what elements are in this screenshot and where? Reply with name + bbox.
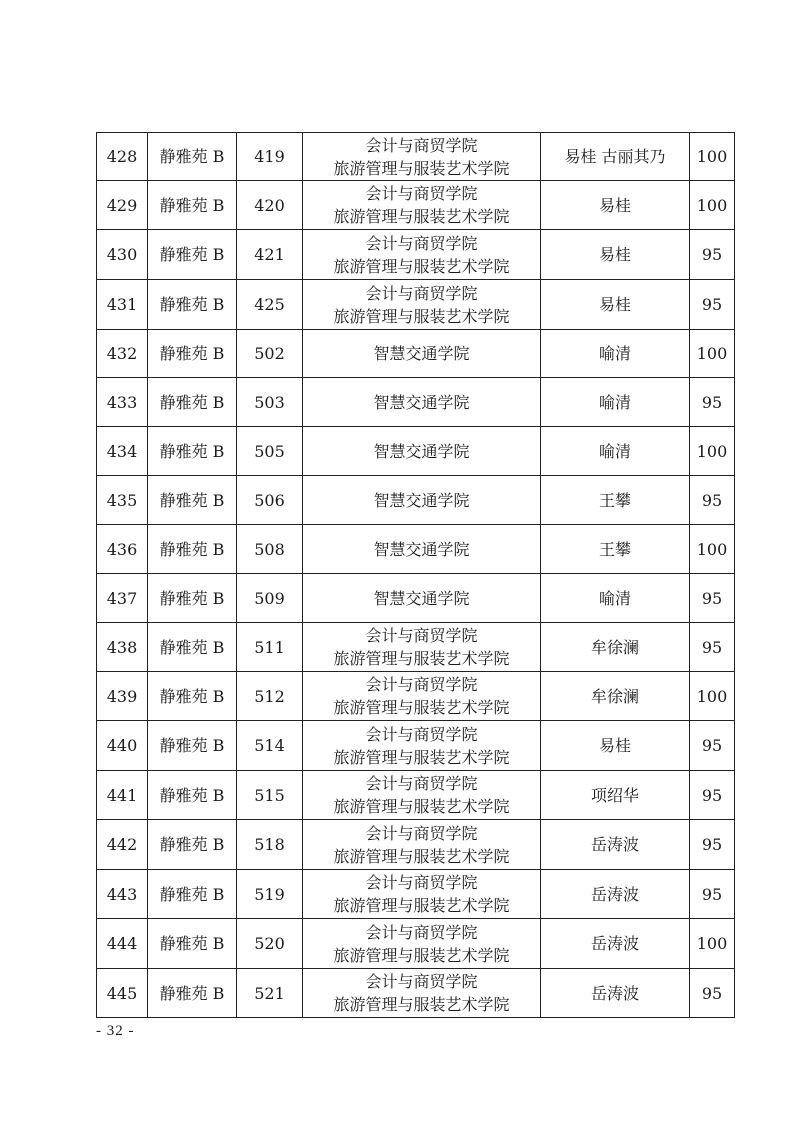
table-row — [97, 378, 735, 427]
college-cell — [303, 230, 541, 280]
row-number-cell: 435 — [97, 476, 148, 525]
row-number-cell: 428 — [97, 133, 148, 181]
row-number-cell: 443 — [97, 870, 148, 919]
college-name: 旅游管理与服装艺术学院 — [333, 846, 510, 866]
inspector-cell: 喻清 — [541, 574, 690, 623]
room-cell: 506 — [237, 476, 303, 525]
table-row — [97, 672, 735, 721]
college-cell — [303, 280, 541, 330]
college-cell — [303, 721, 541, 771]
building-cell: 静雅苑 B — [148, 378, 237, 427]
building-cell: 静雅苑 B — [148, 330, 237, 378]
college-name: 旅游管理与服装艺术学院 — [333, 896, 510, 915]
college-name: 旅游管理与服装艺术学院 — [333, 747, 510, 767]
college-name: 智慧交通学院 — [373, 441, 470, 461]
building-cell: 静雅苑 B — [148, 280, 237, 330]
college-name: 智慧交通学院 — [373, 490, 470, 510]
room-cell: 511 — [237, 623, 303, 672]
room-cell: 515 — [237, 771, 303, 820]
inspector-cell: 岳涛波 — [541, 820, 690, 870]
college-name: 旅游管理与服装艺术学院 — [333, 207, 510, 226]
row-number-cell: 438 — [97, 623, 148, 672]
inspector-cell: 岳涛波 — [541, 969, 690, 1018]
college-name: 会计与商贸学院 — [365, 233, 478, 253]
table-row — [97, 330, 735, 378]
college-cell — [303, 820, 541, 870]
room-cell: 505 — [237, 427, 303, 476]
table-row — [97, 721, 735, 771]
college-name: 会计与商贸学院 — [365, 823, 478, 843]
table-row — [97, 133, 735, 181]
table-row — [97, 969, 735, 1018]
building-cell: 静雅苑 B — [148, 525, 237, 574]
table-row — [97, 820, 735, 870]
table-row — [97, 280, 735, 330]
college-cell — [303, 919, 541, 969]
building-cell: 静雅苑 B — [148, 969, 237, 1018]
college-cell — [303, 378, 541, 427]
score-cell: 100 — [690, 330, 735, 378]
building-cell: 静雅苑 B — [148, 476, 237, 525]
college-name: 智慧交通学院 — [373, 539, 470, 559]
college-cell — [303, 969, 541, 1018]
table-row — [97, 771, 735, 820]
score-cell: 100 — [690, 181, 735, 230]
row-number-cell: 444 — [97, 919, 148, 969]
table-row — [97, 427, 735, 476]
row-number-cell: 433 — [97, 378, 148, 427]
college-cell — [303, 771, 541, 820]
college-name: 会计与商贸学院 — [365, 724, 478, 744]
score-cell: 95 — [690, 280, 735, 330]
room-cell: 508 — [237, 525, 303, 574]
score-cell: 95 — [690, 969, 735, 1018]
score-cell: 95 — [690, 820, 735, 870]
building-cell: 静雅苑 B — [148, 427, 237, 476]
room-cell: 503 — [237, 378, 303, 427]
college-cell — [303, 476, 541, 525]
college-cell — [303, 870, 541, 919]
room-cell: 420 — [237, 181, 303, 230]
room-cell: 519 — [237, 870, 303, 919]
score-cell: 100 — [690, 525, 735, 574]
dormitory-score-table — [96, 132, 735, 1018]
college-cell — [303, 427, 541, 476]
row-number-cell: 440 — [97, 721, 148, 771]
inspector-cell: 牟徐澜 — [541, 672, 690, 721]
building-cell: 静雅苑 B — [148, 133, 237, 181]
room-cell: 419 — [237, 133, 303, 181]
college-name: 会计与商贸学院 — [365, 922, 478, 942]
room-cell: 518 — [237, 820, 303, 870]
college-cell — [303, 181, 541, 230]
score-cell: 100 — [690, 133, 735, 181]
row-number-cell: 437 — [97, 574, 148, 623]
row-number-cell: 439 — [97, 672, 148, 721]
inspector-cell: 易桂 — [541, 280, 690, 330]
row-number-cell: 431 — [97, 280, 148, 330]
college-name: 会计与商贸学院 — [365, 184, 478, 203]
room-cell: 514 — [237, 721, 303, 771]
row-number-cell: 430 — [97, 230, 148, 280]
inspector-cell: 喻清 — [541, 378, 690, 427]
building-cell: 静雅苑 B — [148, 230, 237, 280]
college-name: 智慧交通学院 — [373, 392, 470, 412]
college-cell — [303, 623, 541, 672]
inspector-cell: 易桂 古丽其乃 — [541, 133, 690, 181]
score-cell: 95 — [690, 771, 735, 820]
room-cell: 512 — [237, 672, 303, 721]
inspector-cell: 易桂 — [541, 230, 690, 280]
college-name: 会计与商贸学院 — [365, 675, 478, 694]
room-cell: 425 — [237, 280, 303, 330]
table-row — [97, 525, 735, 574]
college-name: 会计与商贸学院 — [365, 972, 478, 991]
score-cell: 100 — [690, 672, 735, 721]
college-name: 智慧交通学院 — [373, 344, 470, 363]
score-cell: 95 — [690, 870, 735, 919]
room-cell: 521 — [237, 969, 303, 1018]
inspector-cell: 喻清 — [541, 427, 690, 476]
inspector-cell: 牟徐澜 — [541, 623, 690, 672]
score-cell: 95 — [690, 721, 735, 771]
inspector-cell: 王攀 — [541, 476, 690, 525]
college-name: 智慧交通学院 — [373, 588, 470, 608]
building-cell: 静雅苑 B — [148, 870, 237, 919]
table-row — [97, 574, 735, 623]
row-number-cell: 441 — [97, 771, 148, 820]
college-name: 旅游管理与服装艺术学院 — [333, 158, 510, 178]
row-number-cell: 445 — [97, 969, 148, 1018]
row-number-cell: 432 — [97, 330, 148, 378]
table-row — [97, 181, 735, 230]
score-cell: 95 — [690, 230, 735, 280]
inspector-cell: 易桂 — [541, 721, 690, 771]
table-row — [97, 230, 735, 280]
page-number: - 32 - — [96, 1023, 135, 1039]
room-cell: 421 — [237, 230, 303, 280]
table-row — [97, 476, 735, 525]
table-row — [97, 870, 735, 919]
room-cell: 502 — [237, 330, 303, 378]
row-number-cell: 429 — [97, 181, 148, 230]
score-cell: 95 — [690, 378, 735, 427]
row-number-cell: 436 — [97, 525, 148, 574]
college-name: 旅游管理与服装艺术学院 — [333, 797, 510, 816]
building-cell: 静雅苑 B — [148, 672, 237, 721]
building-cell: 静雅苑 B — [148, 623, 237, 672]
row-number-cell: 442 — [97, 820, 148, 870]
building-cell: 静雅苑 B — [148, 721, 237, 771]
row-number-cell: 434 — [97, 427, 148, 476]
college-name: 旅游管理与服装艺术学院 — [333, 649, 510, 668]
college-name: 会计与商贸学院 — [365, 135, 478, 155]
inspector-cell: 易桂 — [541, 181, 690, 230]
building-cell: 静雅苑 B — [148, 919, 237, 969]
college-name: 旅游管理与服装艺术学院 — [333, 698, 510, 717]
college-cell — [303, 672, 541, 721]
college-name: 旅游管理与服装艺术学院 — [333, 995, 510, 1014]
table-row — [97, 919, 735, 969]
building-cell: 静雅苑 B — [148, 181, 237, 230]
inspector-cell: 王攀 — [541, 525, 690, 574]
college-name: 会计与商贸学院 — [365, 626, 478, 645]
table-row — [97, 623, 735, 672]
score-cell: 95 — [690, 574, 735, 623]
college-name: 会计与商贸学院 — [365, 873, 478, 892]
college-cell — [303, 525, 541, 574]
college-cell — [303, 330, 541, 378]
room-cell: 520 — [237, 919, 303, 969]
inspector-cell: 岳涛波 — [541, 919, 690, 969]
college-name: 会计与商贸学院 — [365, 774, 478, 793]
college-name: 会计与商贸学院 — [365, 283, 478, 303]
college-cell — [303, 574, 541, 623]
score-cell: 95 — [690, 623, 735, 672]
table-body — [97, 133, 735, 1018]
college-name: 旅游管理与服装艺术学院 — [333, 256, 510, 276]
college-name: 旅游管理与服装艺术学院 — [333, 945, 510, 965]
inspector-cell: 岳涛波 — [541, 870, 690, 919]
score-cell: 95 — [690, 476, 735, 525]
room-cell: 509 — [237, 574, 303, 623]
score-cell: 100 — [690, 919, 735, 969]
building-cell: 静雅苑 B — [148, 820, 237, 870]
score-cell: 100 — [690, 427, 735, 476]
college-cell — [303, 133, 541, 181]
building-cell: 静雅苑 B — [148, 771, 237, 820]
building-cell: 静雅苑 B — [148, 574, 237, 623]
college-name: 旅游管理与服装艺术学院 — [333, 306, 510, 326]
inspector-cell: 项绍华 — [541, 771, 690, 820]
inspector-cell: 喻清 — [541, 330, 690, 378]
